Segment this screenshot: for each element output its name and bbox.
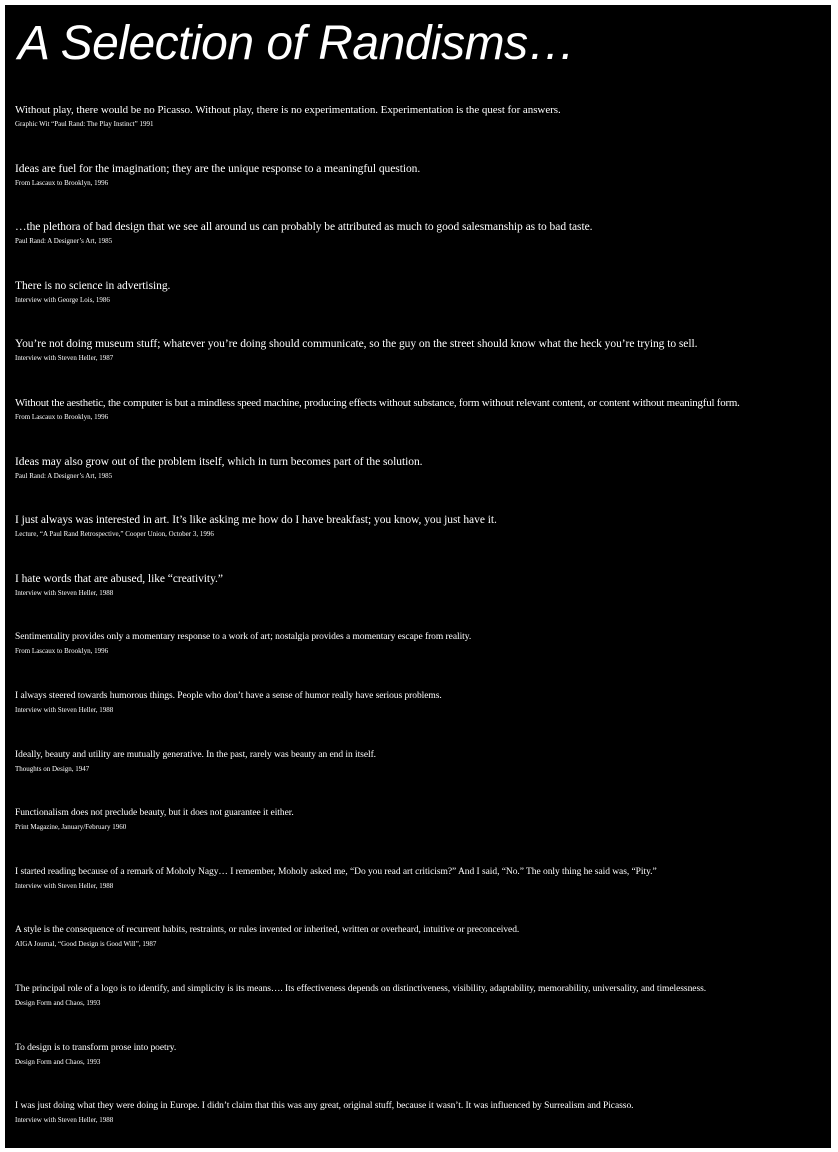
quote-text: I was just doing what they were doing in Europe. I didn’t claim that this was any great, original stuff, because it wasn’t. It was influenced by Surrealism and Picasso. bbox=[15, 1101, 634, 1112]
quote-item bbox=[15, 396, 821, 455]
quote-source: Paul Rand: A Designer’s Art, 1985 bbox=[15, 471, 113, 480]
quote-source: Thoughts on Design, 1947 bbox=[15, 764, 90, 773]
quote-item bbox=[15, 455, 821, 514]
quote-source: Interview with Steven Heller, 1987 bbox=[15, 354, 114, 363]
quote-text: …the plethora of bad design that we see all around us can probably be attributed as much to good salesmanship as to bad taste. bbox=[15, 221, 593, 234]
quote-source: Interview with Steven Heller, 1988 bbox=[15, 881, 114, 890]
quote-source: From Lascaux to Brooklyn, 1996 bbox=[15, 178, 109, 187]
quote-source: Design Form and Chaos, 1993 bbox=[15, 1057, 101, 1066]
quote-item bbox=[15, 103, 821, 162]
quote-item bbox=[15, 923, 821, 982]
quote-source: Design Form and Chaos, 1993 bbox=[15, 998, 101, 1007]
quote-item bbox=[15, 689, 821, 748]
quote-text: Ideas may also grow out of the problem itself, which in turn becomes part of the solution. bbox=[15, 455, 423, 468]
quote-text: You’re not doing museum stuff; whatever you’re doing should communicate, so the guy on the street should know what the heck you’re trying to sell. bbox=[15, 338, 698, 351]
quote-panel bbox=[5, 5, 831, 1148]
quote-text: To design is to transform prose into poetry. bbox=[15, 1042, 177, 1053]
quote-source: Interview with Steven Heller, 1988 bbox=[15, 588, 114, 597]
quote-text: Ideas are fuel for the imagination; they are the unique response to a meaningful question. bbox=[15, 162, 421, 175]
quote-source: Print Magazine, January/February 1960 bbox=[15, 823, 127, 832]
quote-source: Interview with George Lois, 1986 bbox=[15, 295, 110, 304]
quote-text: The principal role of a logo is to identify, and simplicity is its means…. Its effectiveness depends on distinctiveness, visibility, adaptability, memorability, universality, and timelessness. bbox=[15, 983, 707, 994]
page-title: A Selection of Randisms… bbox=[18, 17, 576, 70]
quote-text: I started reading because of a remark of Moholy Nagy… I remember, Moholy asked me, “Do you read art criticism?” And I said, “No.” The only thing he said was, “Pity.” bbox=[15, 866, 657, 877]
quote-source: From Lascaux to Brooklyn, 1996 bbox=[15, 647, 109, 656]
quote-text: There is no science in advertising. bbox=[15, 279, 171, 292]
quote-text: A style is the consequence of recurrent habits, restraints, or rules invented or inherited, written or overheard, intuitive or preconceived. bbox=[15, 925, 520, 936]
quote-item bbox=[15, 279, 821, 338]
quote-list bbox=[15, 103, 821, 1148]
quote-text: Without play, there would be no Picasso. Without play, there is no experimentation. Experimentation is the quest for answers. bbox=[15, 104, 561, 116]
quote-item bbox=[15, 162, 821, 221]
quote-text: I always steered towards humorous things. People who don’t have a sense of humor really have serious problems. bbox=[15, 690, 442, 701]
quote-item bbox=[15, 748, 821, 807]
quote-text: Without the aesthetic, the computer is but a mindless speed machine, producing effects without substance, form without relevant content, or content without meaningful form. bbox=[15, 396, 740, 409]
quote-text: Functionalism does not preclude beauty, but it does not guarantee it either. bbox=[15, 808, 294, 819]
quote-item bbox=[15, 1099, 821, 1148]
quote-item bbox=[15, 982, 821, 1041]
quote-item bbox=[15, 865, 821, 924]
quote-source: AIGA Journal, “Good Design is Good Will”, 1987 bbox=[15, 940, 157, 949]
quote-item bbox=[15, 220, 821, 279]
quote-item bbox=[15, 572, 821, 631]
quote-source: Graphic Wit “Paul Rand: The Play Instinct” 1991 bbox=[15, 120, 154, 128]
quote-source: Interview with Steven Heller, 1988 bbox=[15, 705, 114, 714]
quote-source: Lecture, “A Paul Rand Retrospective,” Cooper Union, October 3, 1996 bbox=[15, 530, 214, 539]
quote-source: From Lascaux to Brooklyn, 1996 bbox=[15, 412, 109, 421]
quote-source: Interview with Steven Heller, 1988 bbox=[15, 1116, 114, 1125]
quote-source: Paul Rand: A Designer’s Art, 1985 bbox=[15, 237, 113, 246]
quote-text: I just always was interested in art. It’s like asking me how do I have breakfast; you know, you just have it. bbox=[15, 514, 497, 527]
quote-item bbox=[15, 630, 821, 689]
quote-item bbox=[15, 1041, 821, 1100]
quote-item bbox=[15, 513, 821, 572]
quote-text: Sentimentality provides only a momentary response to a work of art; nostalgia provides a momentary escape from reality. bbox=[15, 632, 472, 643]
quote-text: I hate words that are abused, like “creativity.” bbox=[15, 572, 223, 585]
quote-item bbox=[15, 337, 821, 396]
quote-item bbox=[15, 806, 821, 865]
quote-text: Ideally, beauty and utility are mutually generative. In the past, rarely was beauty an end in itself. bbox=[15, 749, 377, 760]
